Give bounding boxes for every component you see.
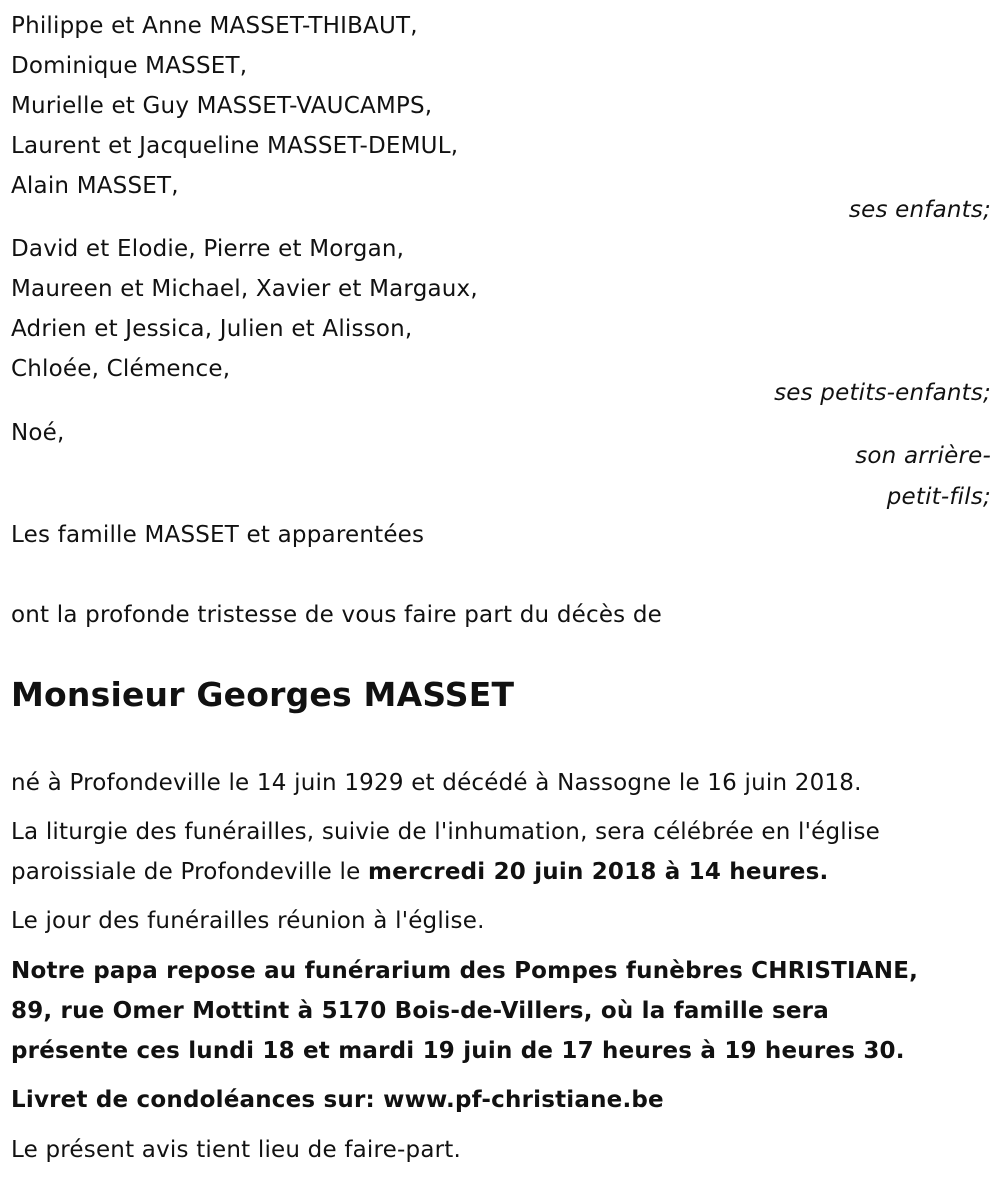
birth-death-text: né à Profondeville le 14 juin 1929 et décédé à Nassogne le 16 juin 2018. [11,770,862,796]
grandchild-line: David et Elodie, Pierre et Morgan, [11,236,405,262]
deceased-name: Monsieur Georges MASSET [11,675,515,714]
great-grandchild-role-label-cont: petit-fils; [886,484,991,510]
meeting-text: Le jour des funérailles réunion à l'église. [11,908,485,934]
child-line: Dominique MASSET, [11,53,248,79]
condolences-url-link[interactable]: www.pf-christiane.be [383,1087,664,1113]
grandchild-line: Chloée, Clémence, [11,356,231,382]
condolences-label: Livret de condoléances sur: [11,1087,384,1113]
grandchild-line: Adrien et Jessica, Julien et Alisson, [11,316,413,342]
funeral-datetime: mercredi 20 juin 2018 à 14 heures. [367,859,829,885]
child-line: Philippe et Anne MASSET-THIBAUT, [11,13,418,39]
great-grandchild-role-label: son arrière- [855,443,991,469]
closing-text: Le présent avis tient lieu de faire-part. [11,1137,462,1163]
announcement-text: ont la profonde tristesse de vous faire part du décès de [11,602,663,628]
child-line: Murielle et Guy MASSET-VAUCAMPS, [11,93,433,119]
funeral-location-text: paroissiale de Profondeville le [11,859,368,885]
funeral-text-line1: La liturgie des funérailles, suivie de l'inhumation, sera célébrée en l'église [11,819,881,845]
great-grandchild-line: Noé, [11,420,65,446]
funerarium-line: Notre papa repose au funérarium des Pompes funèbres CHRISTIANE, [11,958,919,984]
families-line: Les famille MASSET et apparentées [11,522,425,548]
grandchildren-role-label: ses petits-enfants; [774,380,991,406]
grandchild-line: Maureen et Michael, Xavier et Margaux, [11,276,478,302]
children-role-label: ses enfants; [848,197,991,223]
condolences-line [11,1085,664,1115]
funerarium-line: présente ces lundi 18 et mardi 19 juin de 17 heures à 19 heures 30. [11,1038,905,1064]
child-line: Alain MASSET, [11,173,179,199]
funeral-text-line2 [11,857,828,887]
funerarium-line: 89, rue Omer Mottint à 5170 Bois-de-Villers, où la famille sera [11,998,829,1024]
child-line: Laurent et Jacqueline MASSET-DEMUL, [11,133,459,159]
